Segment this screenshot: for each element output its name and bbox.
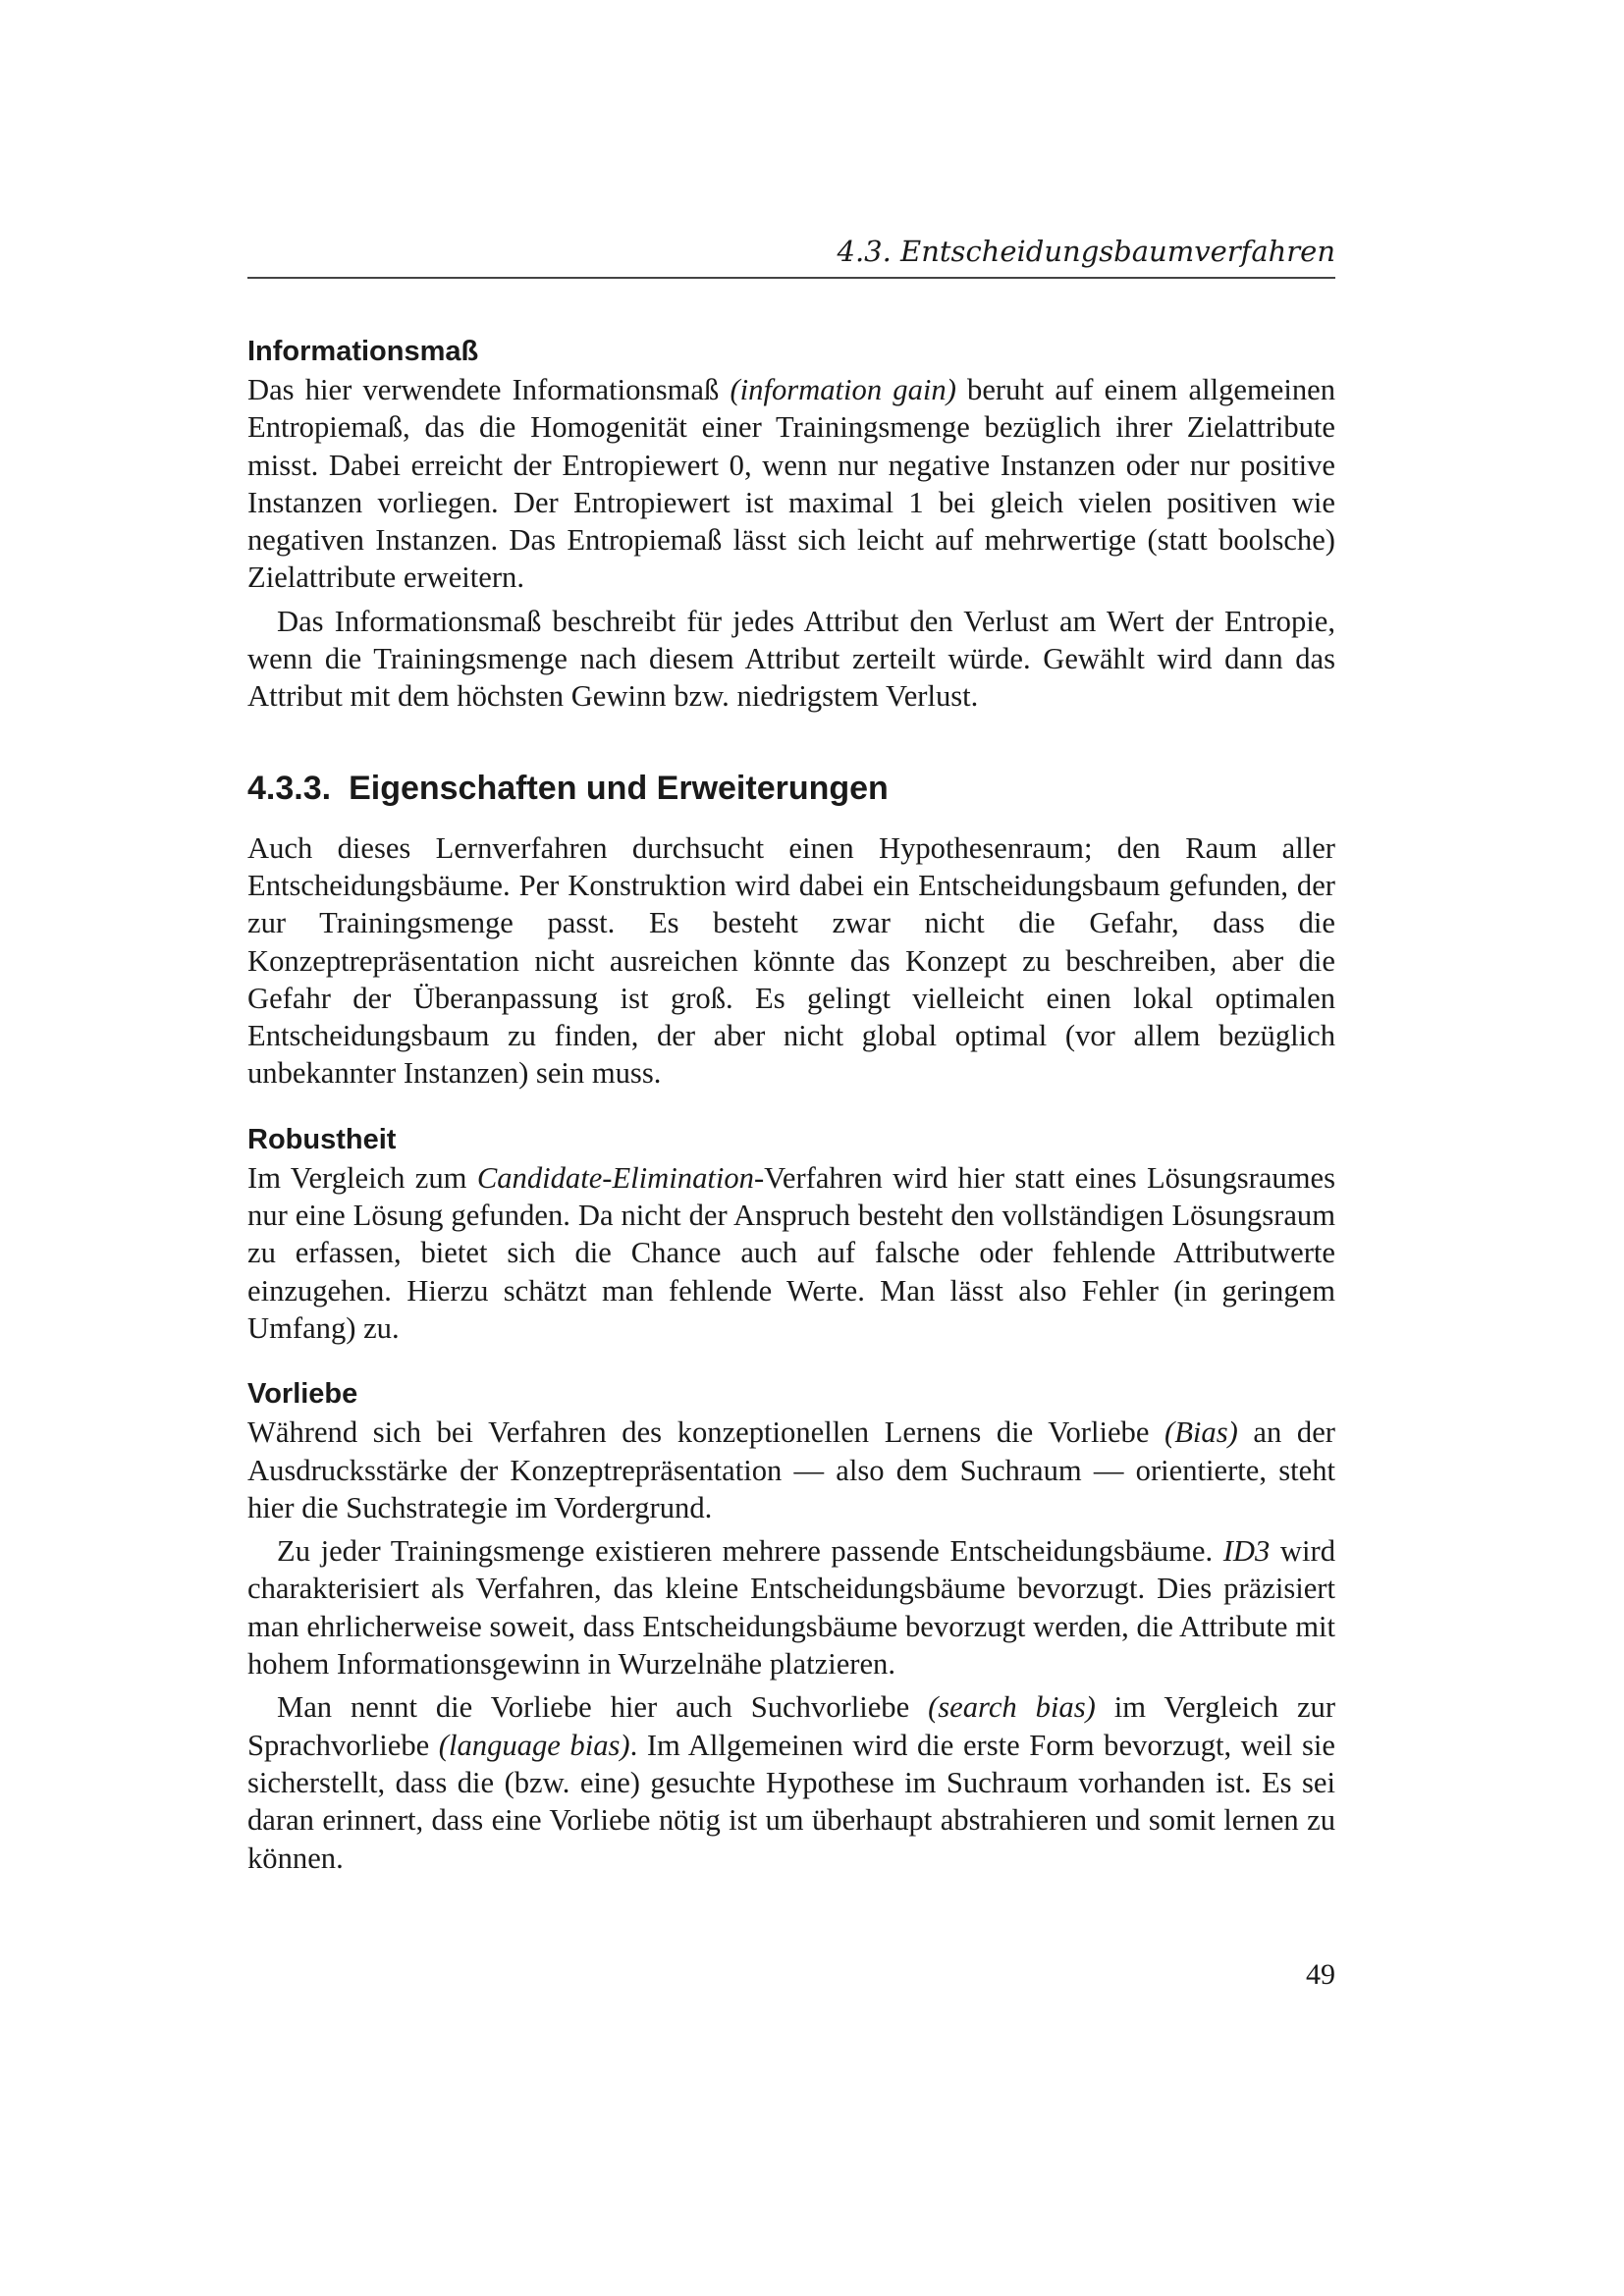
text-run: beruht auf einem allgemeinen Entropiemaß, das die Homogenität einer Trainingsmenge bezüglich ihrer Zielattribute misst. Dabei erreicht der Entropiewert 0, wenn nur negative Instanzen oder nur positive Instanzen vorliegen. Der Entropiewert ist maximal 1 bei gleich vielen positiven wie negativen Instanzen. Das Entropiemaß lässt sich leicht auf mehrwertige (statt boolsche) Zielattribute erweitern. [247,373,1335,595]
section-title: Eigenschaften und Erweiterungen [349,769,889,807]
text-run: Zu jeder Trainingsmenge existieren mehrere passende Entscheidungsbäume. [277,1534,1223,1569]
text-run: Im Vergleich zum [247,1160,477,1195]
section-heading [247,767,1335,810]
eigenschaften-paragraph-1: Auch dieses Lernverfahren durchsucht einen Hypothesenraum; den Raum aller Entscheidungsbäume. Per Konstruktion wird dabei ein Entscheidungsbaum gefunden, der zur Trainingsmenge passt. Es besteht zwar nicht die Gefahr, dass die Konzeptrepräsentation nicht ausreichen könnte das Konzept zu beschreiben, aber die Gefahr der Überanpassung ist groß. Es gelingt vielleicht einen lokal optimalen Entscheidungsbaum zu finden, der aber nicht global optimal (vor allem bezüglich unbekannter Instanzen) sein muss. [247,830,1335,1091]
text-run: wird charakterisiert als Verfahren, das kleine Entscheidungsbäume bevorzugt. Dies präzisiert man ehrlicherweise soweit, dass Entscheidungsbäume bevorzugt werden, die Attribute mit hohem Informationsgewinn in Wurzelnähe platzieren. [247,1534,1335,1682]
text-run: im Vergleich zur Sprachvorliebe [247,1690,1336,1762]
emphasis-term: (Bias) [1164,1415,1238,1450]
emphasis-term: (information gain) [730,373,956,406]
vorliebe-paragraph-2 [247,1532,1335,1682]
header-rule [247,277,1335,279]
text-run: an der Ausdrucksstärke der Konzeptrepräsentation — also dem Suchraum — orientierte, steht hier die Suchstrategie im Vordergrund. [247,1415,1335,1524]
section-number: 4.3.3. [247,769,332,807]
text-run: -Verfahren wird hier statt eines Lösungsraumes nur eine Lösung gefunden. Da nicht der Anspruch besteht den vollständigen Lösungsraum zu erfassen, bietet sich die Chance auch auf falsche oder fehlende Attributwerte einzugehen. Hierzu schätzt man fehlende Werte. Man lässt also Fehler (in geringem Umfang) zu. [247,1160,1336,1345]
paragraph-heading-robustheit: Robustheit [247,1123,397,1155]
page-body [247,332,1335,1877]
informationsmass-paragraph-1 [247,371,1335,597]
text-run: Das hier verwendete Informationsmaß [247,373,731,406]
emphasis-term: (search bias) [928,1690,1096,1725]
emphasis-term: (language bias) [438,1728,630,1762]
vorliebe-paragraph-1 [247,1414,1335,1526]
text-run: . Im Allgemeinen wird die erste Form bevorzugt, weil sie sicherstellt, dass die (bzw. eine) gesuchte Hypothese im Suchraum vorhanden ist. Es sei daran erinnert, dass eine Vorliebe nötig ist um überhaupt abstrahieren und somit lernen zu können. [247,1728,1335,1875]
paragraph-heading-vorliebe: Vorliebe [247,1378,358,1411]
paragraph-heading-informationsmass: Informationsmaß [247,336,479,367]
text-run: Man nennt die Vorliebe hier auch Suchvorliebe [277,1690,929,1725]
informationsmass-paragraph-2: Das Informationsmaß beschreibt für jedes Attribut den Verlust am Wert der Entropie, wenn die Trainingsmenge nach diesem Attribut zerteilt würde. Gewählt wird dann das Attribut mit dem höchsten Gewinn bzw. niedrigstem Verlust. [247,604,1335,714]
emphasis-term: ID3 [1222,1534,1271,1569]
page-number: 49 [1306,1958,1335,1991]
emphasis-term: Candidate-Elimination [476,1160,754,1195]
vorliebe-paragraph-3 [247,1688,1335,1876]
robustheit-paragraph-1 [247,1159,1335,1347]
text-run: Während sich bei Verfahren des konzeptionellen Lernens die Vorliebe [247,1415,1165,1450]
running-header: 4.3. Entscheidungsbaumverfahren [837,235,1335,268]
